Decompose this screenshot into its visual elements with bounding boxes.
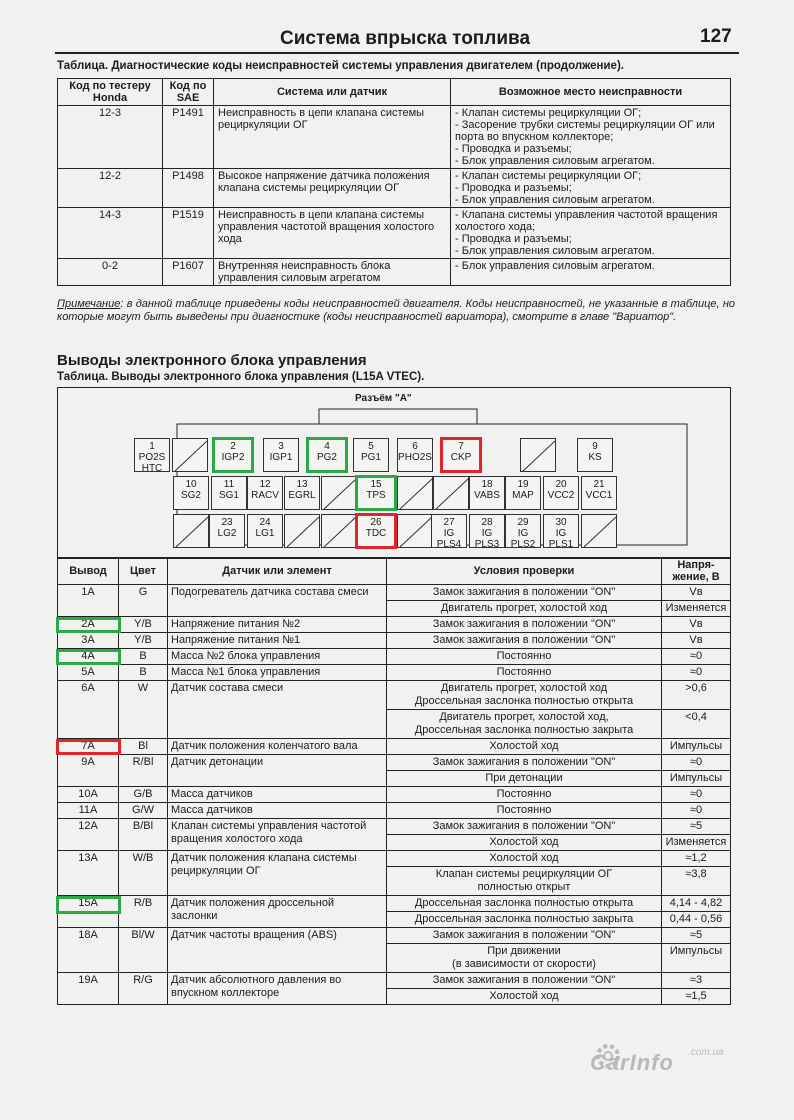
condition-cell: Замок зажигания в положении "ON" (387, 617, 662, 633)
blank-pin-cell (172, 438, 208, 472)
dtc-row (58, 208, 731, 259)
condition-cell: Холостой ход (387, 989, 662, 1005)
voltage-cell: 4,14 - 4,82 (662, 896, 731, 912)
system-cell: Внутренняя неисправность блока управления силовым агрегатом (214, 259, 451, 286)
pin-signal: SG2 (180, 490, 201, 501)
pin-signal: LG2 (217, 528, 237, 539)
element-cell: Клапан системы управления частотой вращения холостого хода (168, 819, 387, 851)
connector-pin-13 (284, 476, 320, 510)
condition-cell: Двигатель прогрет, холостой ход (387, 601, 662, 617)
color-cell: G/W (119, 803, 168, 819)
pin-cell: 4A (58, 649, 119, 665)
pin-cell: 1A (58, 585, 119, 617)
honda-code-cell: 12-3 (58, 106, 163, 169)
connector-label: Разъём "А" (355, 393, 412, 404)
connector-pin-23 (209, 514, 245, 548)
col-pin: Вывод (58, 558, 119, 585)
blank-pin-cell (397, 514, 433, 548)
voltage-cell: ≈0 (662, 803, 731, 819)
pin-signal: IG PLS2 (510, 528, 536, 550)
element-cell: Датчик абсолютного давления во впускном коллекторе (168, 973, 387, 1005)
highlight-green-4A (56, 649, 121, 665)
col-place: Возможное место неисправности (451, 79, 731, 106)
voltage-cell: Vв (662, 617, 731, 633)
element-cell: Масса датчиков (168, 787, 387, 803)
connector-pin-9 (577, 438, 613, 472)
pin-signal: VABS (474, 490, 500, 501)
pin-cell: 15A (58, 896, 119, 928)
page-title: Система впрыска топлива (280, 28, 531, 49)
pin-row (58, 803, 731, 819)
col-color: Цвет (119, 558, 168, 585)
pin-number: 9 (592, 441, 598, 452)
pin-number: 28 (481, 517, 493, 528)
element-cell: Масса датчиков (168, 803, 387, 819)
element-cell: Датчик положения дроссельной заслонки (168, 896, 387, 928)
pin-signal: VCC1 (585, 490, 613, 501)
pin-row (58, 928, 731, 944)
element-cell: Датчик детонации (168, 755, 387, 787)
pin-row (58, 585, 731, 601)
connector-pin-15 (356, 476, 396, 510)
element-cell: Датчик состава смеси (168, 681, 387, 739)
pin-number: 1 (149, 441, 155, 452)
connector-pin-27 (431, 514, 467, 548)
condition-cell: Постоянно (387, 803, 662, 819)
pin-signal: IGP2 (221, 452, 245, 463)
condition-cell: Клапан системы рециркуляции ОГ полностью открыт (387, 867, 662, 896)
col-system: Система или датчик (214, 79, 451, 106)
condition-cell: Замок зажигания в положении "ON" (387, 928, 662, 944)
honda-code-cell: 12-2 (58, 169, 163, 208)
pin-number: 10 (185, 479, 197, 490)
highlight-red-7A (56, 739, 121, 755)
element-cell: Подогреватель датчика состава смеси (168, 585, 387, 617)
watermark-logo: CarInfo (590, 1050, 674, 1075)
pin-row (58, 739, 731, 755)
sae-code-cell: P1491 (163, 106, 214, 169)
connector-pin-12 (247, 476, 283, 510)
pin-number: 20 (555, 479, 567, 490)
pin-number: 15 (370, 479, 382, 490)
pin-number: 23 (221, 517, 233, 528)
honda-code-cell: 14-3 (58, 208, 163, 259)
voltage-cell: 0,44 - 0,56 (662, 912, 731, 928)
pin-signal: IGP1 (269, 452, 293, 463)
element-cell: Масса №1 блока управления (168, 665, 387, 681)
condition-cell: Замок зажигания в положении "ON" (387, 819, 662, 835)
connector-pin-19 (505, 476, 541, 510)
pin-number: 18 (481, 479, 493, 490)
voltage-cell: ≈1,5 (662, 989, 731, 1005)
pin-number: 21 (593, 479, 605, 490)
ecu-pin-table (57, 557, 731, 1005)
connector-pin-10 (173, 476, 209, 510)
color-cell: W (119, 681, 168, 739)
pin-cell: 19A (58, 973, 119, 1005)
connector-pin-1 (134, 438, 170, 472)
connector-pin-2 (213, 438, 253, 472)
voltage-cell: ≈3,8 (662, 867, 731, 896)
pin-number: 19 (517, 479, 529, 490)
pin-signal: CKP (450, 452, 472, 463)
color-cell: B (119, 649, 168, 665)
voltage-cell: Vв (662, 585, 731, 601)
element-cell: Напряжение питания №2 (168, 617, 387, 633)
blank-pin-cell (520, 438, 556, 472)
pin-number: 12 (259, 479, 271, 490)
blank-pin-cell (321, 476, 357, 510)
dtc-row (58, 259, 731, 286)
voltage-cell: ≈3 (662, 973, 731, 989)
voltage-cell: Изменяется (662, 835, 731, 851)
element-cell: Датчик положения клапана системы рециркуляции ОГ (168, 851, 387, 896)
color-cell: Y/B (119, 633, 168, 649)
condition-cell: Холостой ход (387, 739, 662, 755)
voltage-cell: ≈0 (662, 665, 731, 681)
connector-pin-24 (247, 514, 283, 548)
pin-signal: PG1 (360, 452, 381, 463)
pin-number: 4 (324, 441, 330, 452)
pin-signal: EGRL (288, 490, 316, 501)
pin-number: 26 (370, 517, 382, 528)
note (57, 298, 735, 324)
place-cell: - Клапана системы управления частотой вращения холостого хода; - Проводка и разъемы; - Блок управления силовым агрегатом. (451, 208, 731, 259)
pin-cell: 9A (58, 755, 119, 787)
voltage-cell: ≈0 (662, 787, 731, 803)
pin-signal: TPS (366, 490, 386, 501)
blank-pin-cell (397, 476, 433, 510)
color-cell: R/B (119, 896, 168, 928)
sae-code-cell: P1607 (163, 259, 214, 286)
condition-cell: Замок зажигания в положении "ON" (387, 585, 662, 601)
pin-cell: 13A (58, 851, 119, 896)
pin-signal: IG PLS3 (474, 528, 500, 550)
blank-pin-cell (173, 514, 209, 548)
pin-number: 24 (259, 517, 271, 528)
pin-number: 6 (412, 441, 418, 452)
highlight-green-2A (56, 617, 121, 633)
pin-cell: 7A (58, 739, 119, 755)
pin-signal: RACV (251, 490, 279, 501)
condition-cell: Замок зажигания в положении "ON" (387, 633, 662, 649)
element-cell: Напряжение питания №1 (168, 633, 387, 649)
watermark-domain: .com.ua (688, 1047, 724, 1058)
voltage-cell: ≈0 (662, 649, 731, 665)
pin-signal: IG PLS1 (548, 528, 574, 550)
voltage-cell: ≈0 (662, 755, 731, 771)
color-cell: Y/B (119, 617, 168, 633)
connector-pin-4 (307, 438, 347, 472)
pin-number: 29 (517, 517, 529, 528)
table2-caption: Таблица. Выводы электронного блока управления (L15A VTEC). (57, 371, 425, 383)
color-cell: B (119, 665, 168, 681)
condition-cell: При движении (в зависимости от скорости) (387, 944, 662, 973)
pin-row (58, 649, 731, 665)
col-conditions: Условия проверки (387, 558, 662, 585)
blank-pin-cell (581, 514, 617, 548)
voltage-cell: Импульсы (662, 739, 731, 755)
color-cell: G/B (119, 787, 168, 803)
note-label: Примечание (57, 298, 121, 310)
pin-signal: PHO2S (398, 452, 432, 463)
pin-signal: LG1 (255, 528, 275, 539)
pin-row (58, 617, 731, 633)
voltage-cell: ≈5 (662, 819, 731, 835)
condition-cell: Замок зажигания в положении "ON" (387, 973, 662, 989)
connector-pin-7 (441, 438, 481, 472)
connector-pin-28 (469, 514, 505, 548)
pin-cell: 10A (58, 787, 119, 803)
pin-row (58, 851, 731, 867)
pin-row (58, 633, 731, 649)
pin-cell: 6A (58, 681, 119, 739)
condition-cell: Постоянно (387, 787, 662, 803)
voltage-cell: Импульсы (662, 771, 731, 787)
voltage-cell: ≈1,2 (662, 851, 731, 867)
connector-pin-5 (353, 438, 389, 472)
pin-row (58, 755, 731, 771)
col-sae-code: Код по SAE (163, 79, 214, 106)
pin-row (58, 973, 731, 989)
condition-cell: Замок зажигания в положении "ON" (387, 755, 662, 771)
pin-signal: PO2S HTC (138, 452, 166, 474)
condition-cell: Холостой ход (387, 835, 662, 851)
voltage-cell: <0,4 (662, 710, 731, 739)
pin-cell: 2A (58, 617, 119, 633)
pin-cell: 5A (58, 665, 119, 681)
blank-pin-cell (433, 476, 469, 510)
table1-caption: Таблица. Диагностические коды неисправностей системы управления двигателем (продолжение). (57, 60, 624, 72)
pin-number: 5 (368, 441, 374, 452)
sae-code-cell: P1498 (163, 169, 214, 208)
pin-cell: 18A (58, 928, 119, 973)
connector-pin-18 (469, 476, 505, 510)
connector-pin-11 (211, 476, 247, 510)
color-cell: R/Bl (119, 755, 168, 787)
voltage-cell: >0,6 (662, 681, 731, 710)
system-cell: Неисправность в цепи клапана системы управления частотой вращения холостого хода (214, 208, 451, 259)
connector-pin-3 (263, 438, 299, 472)
blank-pin-cell (284, 514, 320, 548)
pin-row (58, 819, 731, 835)
pin-signal: PG2 (316, 452, 337, 463)
col-honda-code: Код по тестеру Honda (58, 79, 163, 106)
dtc-table (57, 78, 731, 286)
color-cell: R/G (119, 973, 168, 1005)
header-rule (55, 52, 739, 54)
pin-signal: TDC (365, 528, 387, 539)
place-cell: - Клапан системы рециркуляции ОГ; - Засорение трубки системы рециркуляции ОГ или порта во впускном коллекторе; - Проводка и разъемы; - Блок управления силовым агрегатом. (451, 106, 731, 169)
pin-number: 7 (458, 441, 464, 452)
connector-pin-6 (397, 438, 433, 472)
condition-cell: Двигатель прогрет, холостой ход, Дроссельная заслонка полностью закрыта (387, 710, 662, 739)
pin-number: 3 (278, 441, 284, 452)
pin-row (58, 787, 731, 803)
connector-pin-26 (356, 514, 396, 548)
pin-signal: IG PLS4 (436, 528, 462, 550)
connector-pin-29 (505, 514, 541, 548)
color-cell: G (119, 585, 168, 617)
system-cell: Неисправность в цепи клапана системы рециркуляции ОГ (214, 106, 451, 169)
pin-cell: 3A (58, 633, 119, 649)
color-cell: Bl (119, 739, 168, 755)
condition-cell: Дроссельная заслонка полностью открыта (387, 896, 662, 912)
voltage-cell: Vв (662, 633, 731, 649)
dtc-row (58, 169, 731, 208)
condition-cell: Двигатель прогрет, холостой ход Дроссельная заслонка полностью открыта (387, 681, 662, 710)
section-title: Выводы электронного блока управления (57, 352, 367, 369)
blank-pin-cell (321, 514, 357, 548)
place-cell: - Клапан системы рециркуляции ОГ; - Проводка и разъемы; - Блок управления силовым агрегатом. (451, 169, 731, 208)
condition-cell: При детонации (387, 771, 662, 787)
honda-code-cell: 0-2 (58, 259, 163, 286)
col-voltage: Напря-жение, В (662, 558, 731, 585)
place-cell: - Блок управления силовым агрегатом. (451, 259, 731, 286)
pin-row (58, 681, 731, 710)
element-cell: Датчик частоты вращения (ABS) (168, 928, 387, 973)
note-text: : в данной таблице приведены коды неисправностей двигателя. Коды неисправностей, не указанные в таблице, но которые могут быть выведены при диагностике (коды неисправностей вариатора), смотрите в главе "Вариатор". (57, 298, 735, 323)
col-element: Датчик или элемент (168, 558, 387, 585)
dtc-row (58, 106, 731, 169)
pin-number: 27 (443, 517, 455, 528)
pin-signal: SG1 (218, 490, 239, 501)
system-cell: Высокое напряжение датчика положения клапана системы рециркуляции ОГ (214, 169, 451, 208)
pin-number: 11 (223, 479, 235, 490)
voltage-cell: Изменяется (662, 601, 731, 617)
element-cell: Датчик положения коленчатого вала (168, 739, 387, 755)
pin-row (58, 665, 731, 681)
pin-cell: 11A (58, 803, 119, 819)
sae-code-cell: P1519 (163, 208, 214, 259)
pin-cell: 12A (58, 819, 119, 851)
connector-pin-30 (543, 514, 579, 548)
pin-signal: VCC2 (547, 490, 575, 501)
color-cell: W/B (119, 851, 168, 896)
condition-cell: Постоянно (387, 649, 662, 665)
voltage-cell: ≈5 (662, 928, 731, 944)
pin-number: 30 (555, 517, 567, 528)
connector-pin-21 (581, 476, 617, 510)
page-number: 127 (700, 26, 732, 47)
color-cell: Bl/W (119, 928, 168, 973)
pin-number: 2 (230, 441, 236, 452)
pin-row (58, 896, 731, 912)
condition-cell: Постоянно (387, 665, 662, 681)
element-cell: Масса №2 блока управления (168, 649, 387, 665)
pin-number: 13 (296, 479, 308, 490)
connector-pin-20 (543, 476, 579, 510)
voltage-cell: Импульсы (662, 944, 731, 973)
pin-signal: KS (588, 452, 602, 463)
pin-signal: MAP (512, 490, 534, 501)
condition-cell: Холостой ход (387, 851, 662, 867)
color-cell: B/Bl (119, 819, 168, 851)
condition-cell: Дроссельная заслонка полностью закрыта (387, 912, 662, 928)
highlight-green-15A (56, 896, 121, 914)
